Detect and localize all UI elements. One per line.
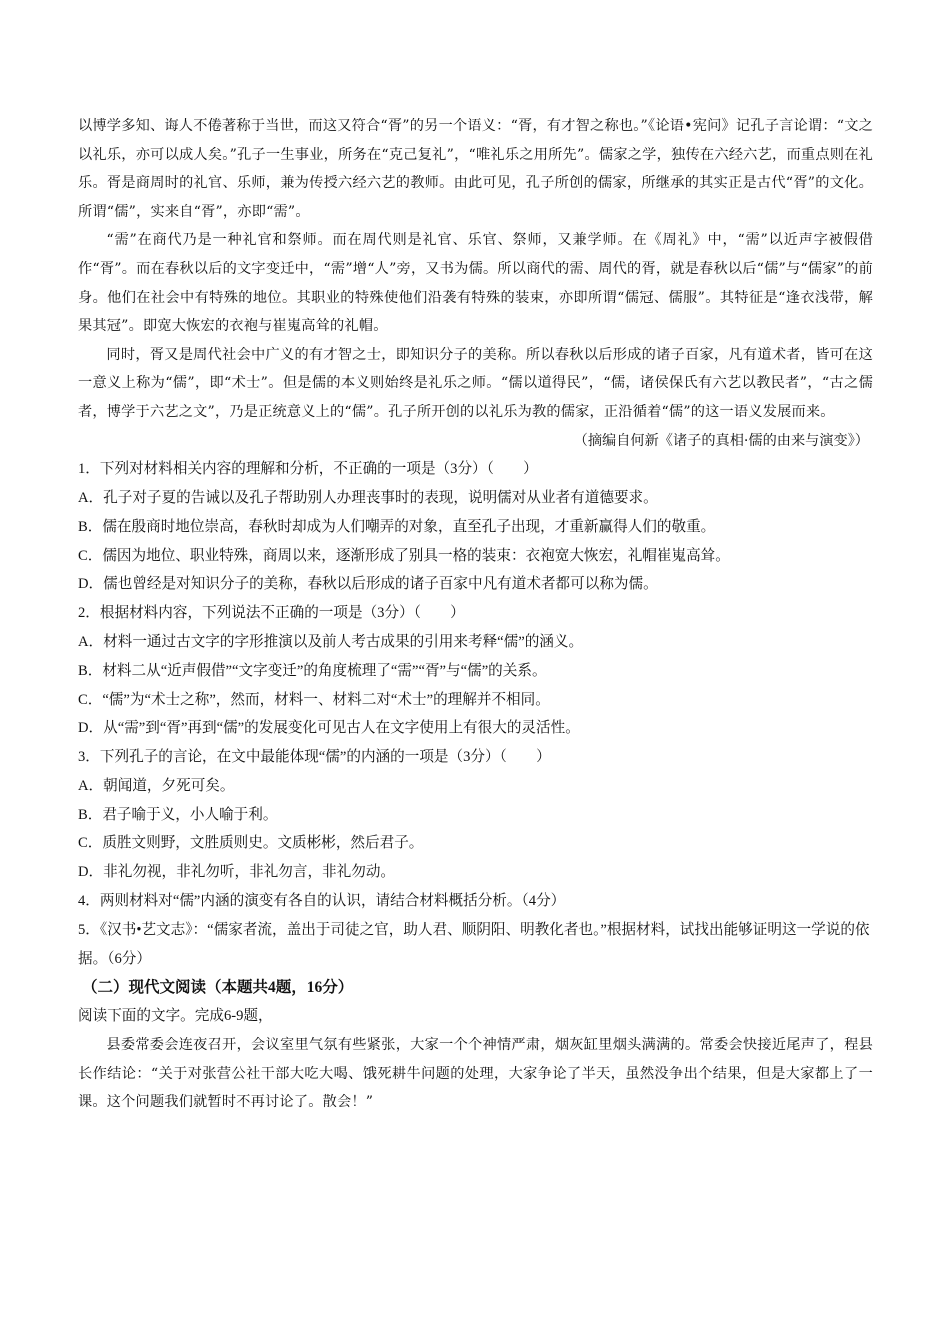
passage-source: （摘编自何新《诸子的真相·儒的由来与演变》） xyxy=(573,432,869,449)
question-1-option-a: A．孔子对子夏的告诫以及孔子帮助别人办理丧事时的表现，说明儒对从业者有道德要求。 xyxy=(78,489,658,506)
question-2-option-a: A．材料一通过古文字的字形推演以及前人考古成果的引用来考释“儒”的涵义。 xyxy=(78,633,584,650)
question-3: 3．下列孔子的言论，在文中最能体现“儒”的内涵的一项是（3分）（ ） xyxy=(78,749,551,766)
question-5: 5．《汉书•艺文志》：“儒家者流，盖出于司徒之官，助人君、顺阴阳、明教化者也。”根据材料，试找出能够证明这一学说的依据。（6分） xyxy=(78,921,870,967)
exam-page xyxy=(78,112,873,1117)
question-2-option-d: D．从“需”到“胥”再到“儒”的发展变化可见古人在文字使用上有很大的灵活性。 xyxy=(78,720,580,737)
question-list xyxy=(78,455,873,973)
question-2: 2．根据材料内容，下列说法不正确的一项是（3分）（ ） xyxy=(78,605,465,622)
passage-paragraph-2: “需”在商代乃是一种礼官和祭师。而在周代则是礼官、乐官、祭师，又兼学师。在《周礼》中，“需”以近声字被假借作“胥”。而在春秋以后的文字变迁中，“需”增“人”旁，又书为儒。所以商代的需、周代的胥，就是春秋以后“儒”与“儒家”的前身。他们在社会中有特殊的地位。其职业的特殊使他们沿袭有特殊的装束，亦即所谓“儒冠、儒服”。其特征是“逢衣浅带，解果其冠”。即宽大恢宏的衣袍与崔嵬高耸的礼帽。 xyxy=(78,232,873,335)
passage-paragraph-3: 同时，胥又是周代社会中广义的有才智之士，即知识分子的美称。所以春秋以后形成的诸子百家，凡有道术者，皆可在这一意义上称为“儒”，即“术士”。但是儒的本义则始终是礼乐之师。“儒以道得民”，“儒，诸侯保氏有六艺以教民者”，“古之儒者，博学于六艺之文”，乃是正统意义上的“儒”。孔子所开创的以礼乐为教的儒家，正沿循着“儒”的这一语义发展而来。 xyxy=(78,346,873,420)
story-passage xyxy=(78,1031,873,1117)
question-1-option-d: D．儒也曾经是对知识分子的美称，春秋以后形成的诸子百家中凡有道术者都可以称为儒。 xyxy=(78,576,658,593)
section-2-title: （二）现代文阅读（本题共4题，16分） xyxy=(82,979,354,997)
story-paragraph-1: 县委常委会连夜召开，会议室里气氛有些紧张，大家一个个神情严肃，烟灰缸里烟头满满的。常委会快接近尾声了，程县长作结论：“关于对张营公社干部大吃大喝、饿死耕牛问题的处理，大家争论了半天，虽然没争出个结果，但是大家都上了一课。这个问题我们就暂时不再讨论了。散会！” xyxy=(78,1037,873,1111)
question-1: 1．下列对材料相关内容的理解和分析，不正确的一项是（3分）（ ） xyxy=(78,461,538,478)
question-2-option-b: B．材料二从“近声假借”“文字变迁”的角度梳理了“需”“胥”与“儒”的关系。 xyxy=(78,662,547,679)
reading-passage xyxy=(78,112,873,427)
question-1-option-b: B．儒在殷商时地位崇高，春秋时却成为人们嘲弄的对象，直至孔子出现，才重新赢得人们的敬重。 xyxy=(78,518,716,535)
section-2-instruction: 阅读下面的文字。完成6-9题， xyxy=(78,1008,273,1025)
passage-paragraph-1: 以博学多知、诲人不倦著称于当世，而这又符合“胥”的另一个语义：“胥，有才智之称也。”《论语•宪问》记孔子言论谓：“文之以礼乐，亦可以成人矣。”孔子一生事业，所务在“克己复礼”，“唯礼乐之用所先”。儒家之学，独传在六经六艺，而重点则在礼乐。胥是商周时的礼官、乐师，兼为传授六经六艺的教师。由此可见，孔子所创的儒家，所继承的其实正是古代“胥”的文化。所谓“儒”，实来自“胥”，亦即“需”。 xyxy=(78,118,873,220)
question-3-option-c: C．质胜文则野，文胜质则史。文质彬彬，然后君子。 xyxy=(78,835,424,852)
question-3-option-a: A．朝闻道，夕死可矣。 xyxy=(78,777,235,794)
question-2-option-c: C．“儒”为“术士之称”，然而，材料一、材料二对“术士”的理解并不相同。 xyxy=(78,691,550,708)
question-4: 4．两则材料对“儒”内涵的演变有各自的认识，请结合材料概括分析。（4分） xyxy=(78,893,566,910)
question-3-option-b: B．君子喻于义，小人喻于利。 xyxy=(78,806,278,823)
question-1-option-c: C．儒因为地位、职业特殊，商周以来，逐渐形成了别具一格的装束：衣袍宽大恢宏，礼帽崔嵬高耸。 xyxy=(78,547,730,564)
question-3-option-d: D．非礼勿视，非礼勿听，非礼勿言，非礼勿动。 xyxy=(78,864,396,881)
